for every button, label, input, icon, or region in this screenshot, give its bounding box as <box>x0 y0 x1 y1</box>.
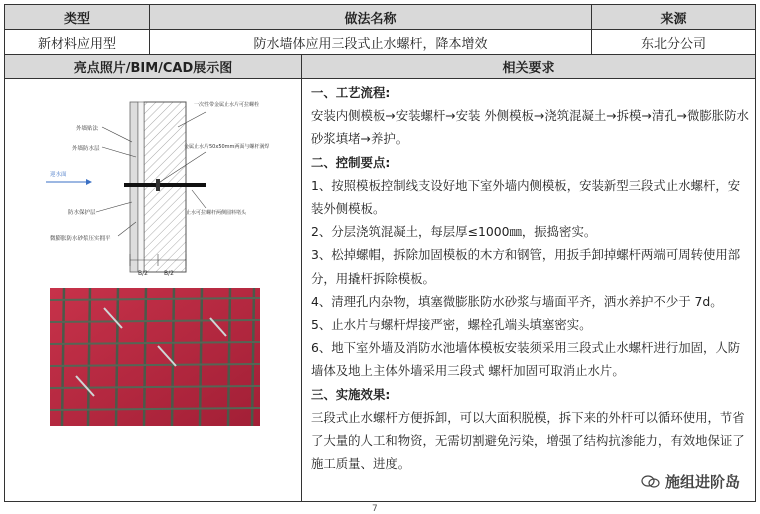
control-point: 3、松掉螺帽，拆除加固模板的木方和钢管，用扳手卸掉螺杆两端可周转使用部分，用撬杆拆除模板。 <box>311 247 741 286</box>
control-point: 2、分层浇筑混凝土，每层厚≤1000㎜，振捣密实。 <box>311 224 597 240</box>
label-outer-waterproof: 外墙防水层 <box>72 146 100 152</box>
label-water-stop: 金属止水片50x50mm两面与螺杆满焊 <box>184 144 270 150</box>
wechat-icon <box>641 475 661 489</box>
page-number: 7 <box>372 504 378 514</box>
method-value: 防水墙体应用三段式止水螺杆，降本增效 <box>149 29 591 54</box>
control-point: 5、止水片与螺杆焊接严密，螺栓孔端头填塞密实。 <box>311 317 592 333</box>
requirements-text <box>305 78 755 501</box>
section-3-title: 三、实施效果: <box>311 386 391 402</box>
label-top-note: 一次性带金属止水片可拉螺栓 <box>194 102 260 108</box>
watermark <box>641 471 740 492</box>
subheader-left: 亮点照片/BIM/CAD展示图 <box>5 54 301 78</box>
source-value: 东北分公司 <box>591 29 755 54</box>
subheader-right: 相关要求 <box>301 54 755 78</box>
type-value: 新材料应用型 <box>5 29 149 54</box>
site-photo <box>50 288 260 426</box>
highlight-table <box>4 4 756 502</box>
label-outer-finish: 外墙贴法 <box>76 126 99 132</box>
label-mortar: 微膨胀防水砂浆压实拥平 <box>50 236 111 242</box>
control-point: 1、按照模板控制线支设好地下室外墙内侧模板，安装新型三段式止水螺杆，安装外侧模板。 <box>311 177 741 217</box>
watermark-text: 施组进阶岛 <box>664 473 740 491</box>
label-water-direction: 迎水面 <box>50 172 67 178</box>
header-method: 做法名称 <box>149 5 591 29</box>
cad-diagram <box>6 82 304 287</box>
section-3-text: 三段式止水螺杆方便拆卸，可以大面积脱模，拆下来的外杆可以循环使用，节省了大量的人工和物资，无需切割避免污染，增强了结构抗渗能力，有效地保证了施工质量、进度。 <box>311 409 745 472</box>
control-point: 6、地下室外墙及消防水池墙体模板安装须采用三段式止水螺杆进行加固，人防墙体及地上主体外墙采用三段式 螺杆加固可取消止水片。 <box>311 340 741 379</box>
label-protective-layer: 防水保护层 <box>68 210 96 216</box>
control-point: 4、清理孔内杂物，填塞微膨胀防水砂浆与墙面平齐，洒水养护不少于 7d。 <box>311 293 723 309</box>
section-1-title: 一、工艺流程: <box>311 85 391 100</box>
dim-left: B/2 <box>138 270 148 277</box>
label-bolt-head: 止水可拉螺杆两侧圆料堵头 <box>186 210 247 216</box>
image-area <box>6 78 304 501</box>
section-1-text: 安装内侧模板→安装螺杆→安装 外侧模板→浇筑混凝土→拆模→清孔→微膨胀防水砂浆填堵→养护。 <box>311 108 749 147</box>
dim-right: B/2 <box>164 270 174 277</box>
section-2-title: 二、控制要点: <box>311 154 391 170</box>
header-source: 来源 <box>591 5 755 29</box>
header-type: 类型 <box>5 5 149 29</box>
